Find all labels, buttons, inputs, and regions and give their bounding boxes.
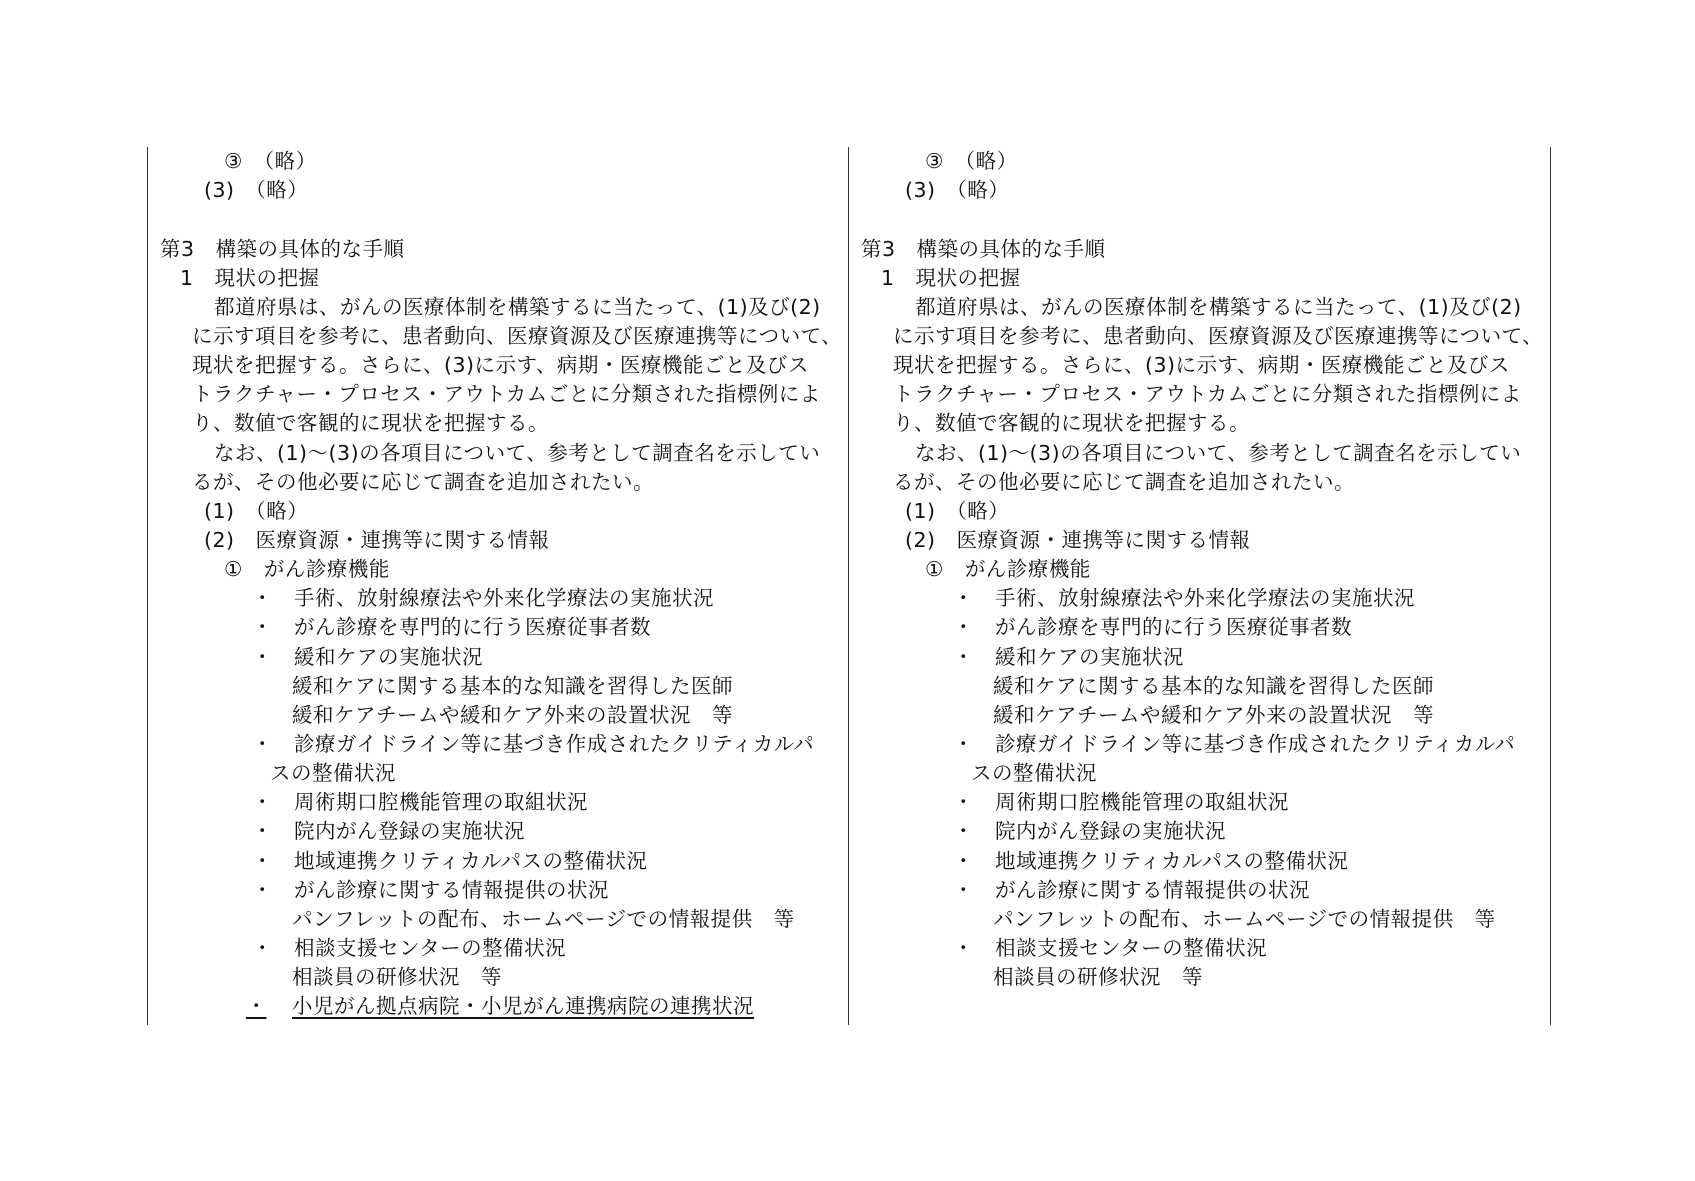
paragraph-line: 都道府県は、がんの医療体制を構築するに当たって、(1)及び(2) [214,295,821,319]
bullet-line: ・ がん診療に関する情報提供の状況 [252,878,609,902]
paragraph-line: り、数値で客観的に現状を把握する。 [893,411,1250,435]
bullet-detail-line: 緩和ケアに関する基本的な知識を習得した医師 [292,674,733,698]
section-heading: 第3 構築の具体的な手順 [160,237,405,261]
paragraph-line: 現状を把握する。さらに、(3)に示す、病期・医療機能ごと及びス [893,353,1510,377]
bullet-line: ・ 手術、放射線療法や外来化学療法の実施状況 [953,586,1415,610]
bullet-line: ・ 手術、放射線療法や外来化学療法の実施状況 [252,586,714,610]
bullet-detail-line: パンフレットの配布、ホームページでの情報提供 等 [993,907,1496,931]
paragraph-line: り、数値で客観的に現状を把握する。 [192,411,549,435]
line-omitted-section-1: (1) （略） [905,499,1010,523]
bullet-line: ・ 相談支援センターの整備状況 [953,936,1268,960]
bullet-line: ・ 院内がん登録の実施状況 [953,819,1226,843]
paragraph-line: 現状を把握する。さらに、(3)に示す、病期・医療機能ごと及びス [192,353,809,377]
paragraph-line: に示す項目を参考に、患者動向、医療資源及び医療連携等について、 [893,324,1544,348]
bullet-detail-line: パンフレットの配布、ホームページでの情報提供 等 [292,907,795,931]
line-omitted-item-3: ③ （略） [224,149,317,173]
paragraph-line: るが、その他必要に応じて調査を追加されたい。 [893,470,1355,494]
bullet-line: ・ 診療ガイドライン等に基づき作成されたクリティカルパ [953,732,1516,756]
subsection-heading: 1 現状の把握 [881,266,1021,290]
bullet-continuation-line: スの整備状況 [270,761,396,785]
bullet-line: ・ がん診療に関する情報提供の状況 [953,878,1310,902]
added-underlined-bullet-line: 小児がん拠点病院・小児がん連携病院の連携状況 [292,994,754,1018]
bullet-line: ・ 相談支援センターの整備状況 [252,936,567,960]
paragraph-line: に示す項目を参考に、患者動向、医療資源及び医療連携等について、 [192,324,843,348]
section-heading: 第3 構築の具体的な手順 [861,237,1106,261]
paragraph-line: なお、(1)～(3)の各項目について、参考として調査名を示してい [915,441,1522,465]
right-border-line [1550,147,1551,1025]
bullet-line: ・ 緩和ケアの実施状況 [953,645,1184,669]
bullet-detail-line: 緩和ケアチームや緩和ケア外来の設置状況 等 [993,703,1434,727]
bullet-line: ・ がん診療を専門的に行う医療従事者数 [953,615,1352,639]
item-heading: (2) 医療資源・連携等に関する情報 [204,528,550,552]
line-omitted-section-3: (3) （略） [905,178,1010,202]
bullet-detail-line: 緩和ケアチームや緩和ケア外来の設置状況 等 [292,703,733,727]
added-bullet-marker: ・ [246,994,267,1018]
bullet-line: ・ 診療ガイドライン等に基づき作成されたクリティカルパ [252,732,815,756]
sub-item-heading: ① がん診療機能 [224,557,390,581]
line-omitted-item-3: ③ （略） [925,149,1018,173]
sub-item-heading: ① がん診療機能 [925,557,1091,581]
bullet-line: ・ がん診療を専門的に行う医療従事者数 [252,615,651,639]
bullet-detail-line: 緩和ケアに関する基本的な知識を習得した医師 [993,674,1434,698]
bullet-detail-line: 相談員の研修状況 等 [292,965,502,989]
paragraph-line: 都道府県は、がんの医療体制を構築するに当たって、(1)及び(2) [915,295,1522,319]
bullet-detail-line: 相談員の研修状況 等 [993,965,1203,989]
bullet-line: ・ 周術期口腔機能管理の取組状況 [252,790,588,814]
left-column-revised-text [148,147,848,1025]
paragraph-line: るが、その他必要に応じて調査を追加されたい。 [192,470,654,494]
subsection-heading: 1 現状の把握 [180,266,320,290]
line-omitted-section-1: (1) （略） [204,499,309,523]
paragraph-line: なお、(1)～(3)の各項目について、参考として調査名を示してい [214,441,821,465]
bullet-line: ・ 地域連携クリティカルパスの整備状況 [252,849,648,873]
bullet-line: ・ 地域連携クリティカルパスの整備状況 [953,849,1349,873]
bullet-line: ・ 緩和ケアの実施状況 [252,645,483,669]
paragraph-line: トラクチャー・プロセス・アウトカムごとに分類された指標例によ [893,382,1522,406]
line-omitted-section-3: (3) （略） [204,178,309,202]
right-column-current-text [849,147,1549,1025]
paragraph-line: トラクチャー・プロセス・アウトカムごとに分類された指標例によ [192,382,821,406]
bullet-continuation-line: スの整備状況 [971,761,1097,785]
bullet-line: ・ 周術期口腔機能管理の取組状況 [953,790,1289,814]
bullet-line: ・ 院内がん登録の実施状況 [252,819,525,843]
item-heading: (2) 医療資源・連携等に関する情報 [905,528,1251,552]
